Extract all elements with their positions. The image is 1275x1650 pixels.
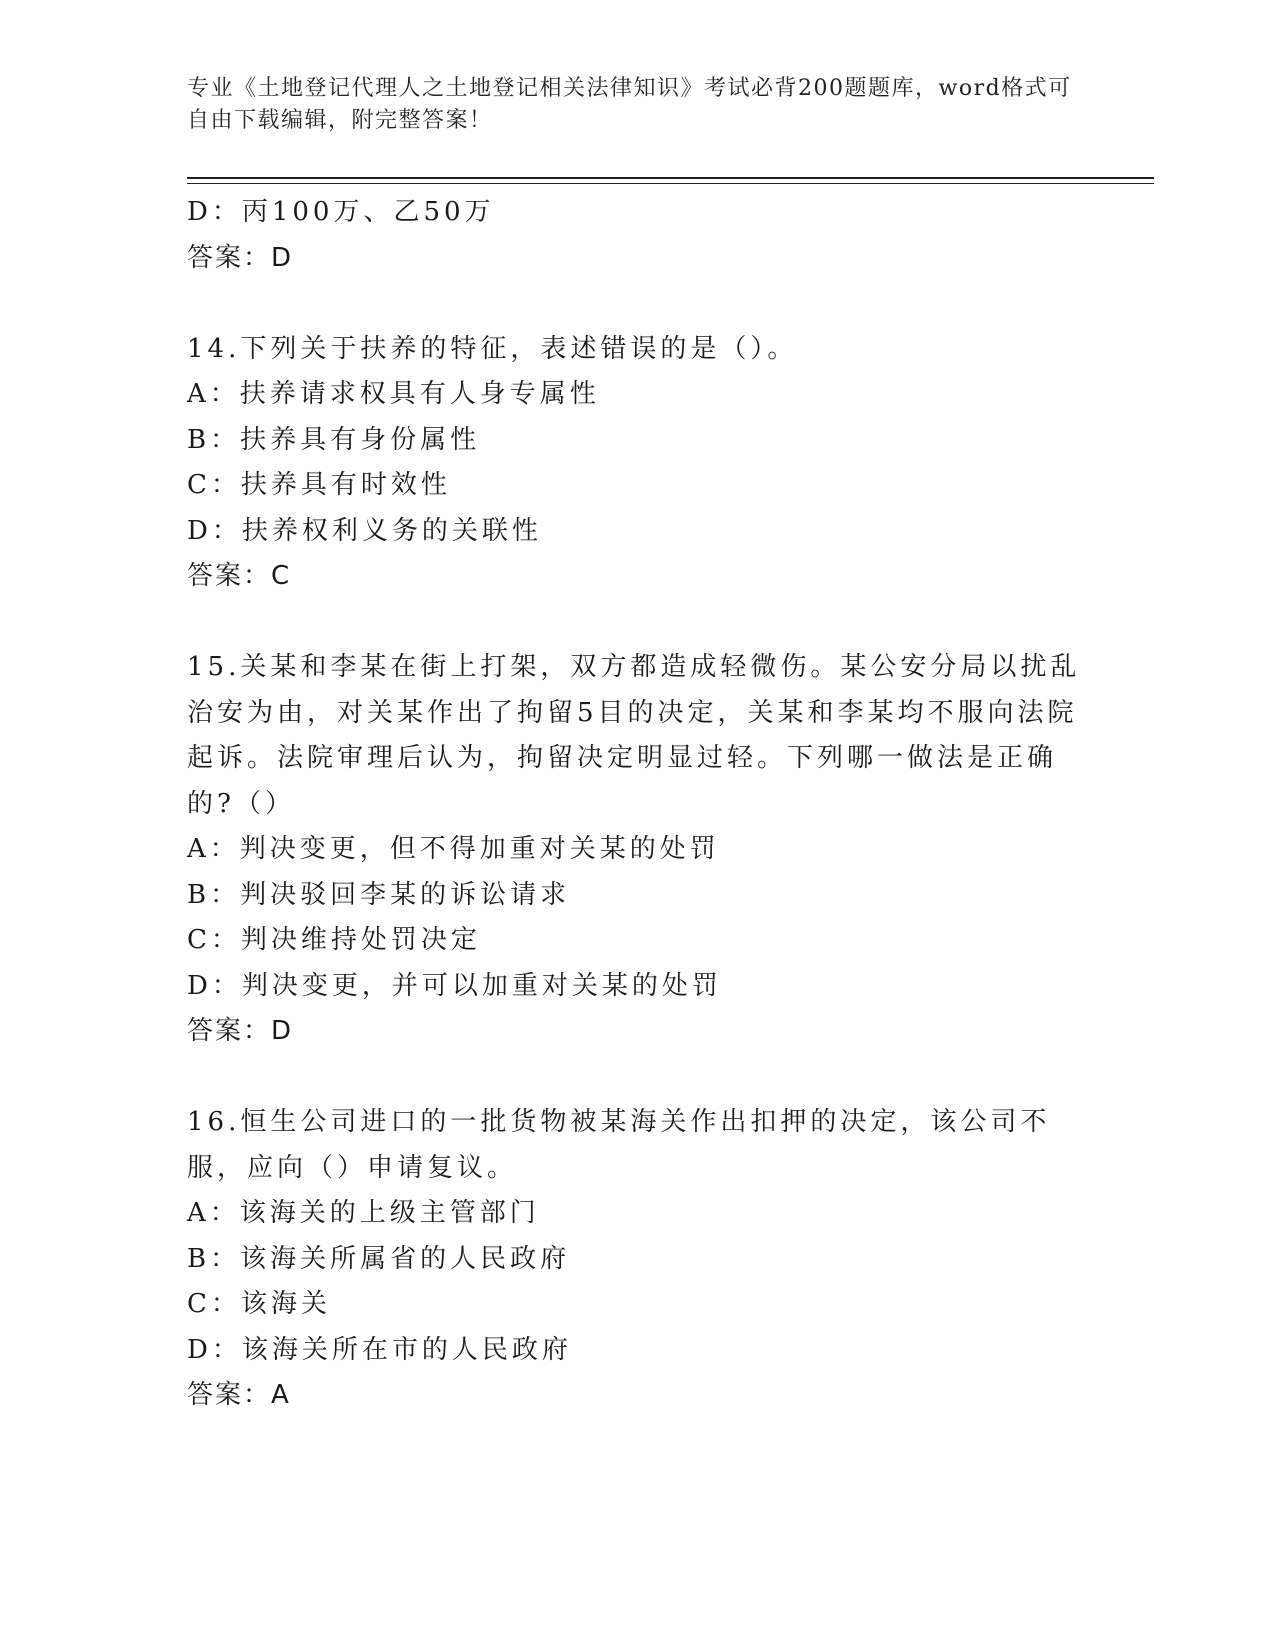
spacer [187, 281, 1087, 327]
option-a: A：判决变更，但不得加重对关某的处罚 [187, 834, 720, 864]
option-b: B：该海关所属省的人民政府 [187, 1243, 571, 1274]
question-stem: 15.关某和李某在街上打架，双方都造成轻微伤。某公安分局以扰乱治安为由，对关某作出了拘留5目的决定，关某和李某均不服向法院起诉。法院审理后认为，拘留决定明显过轻。下列哪一做法是正确的?（） [187, 652, 1081, 819]
prev-question-option-d: D：丙100万、乙50万 [187, 197, 495, 227]
spacer [187, 1055, 1087, 1101]
question-stem: 16.恒生公司进口的一批货物被某海关作出扣押的决定，该公司不服，应向（）申请复议。 [187, 1107, 1051, 1183]
header-rule-thin [187, 183, 1154, 184]
question-16 [187, 1100, 1087, 1419]
question-14 [187, 327, 1087, 600]
option-c: C：判决维持处罚决定 [187, 925, 481, 955]
prev-question-answer: 答案：D [187, 242, 294, 273]
option-a: A：扶养请求权具有人身专属性 [187, 379, 600, 409]
option-d: D：该海关所在市的人民政府 [187, 1334, 572, 1365]
question-answer: 答案：C [187, 561, 292, 591]
question-15 [187, 645, 1087, 1055]
option-d: D：扶养权利义务的关联性 [187, 515, 542, 546]
question-answer: 答案：D [187, 1016, 294, 1046]
spacer [187, 600, 1087, 646]
header-rule-thick [187, 177, 1154, 179]
option-a: A：该海关的上级主管部门 [187, 1198, 540, 1228]
option-c: C：扶养具有时效性 [187, 470, 451, 500]
option-c: C：该海关 [187, 1289, 331, 1319]
option-b: B：扶养具有身份属性 [187, 424, 481, 455]
question-stem: 14.下列关于扶养的特征，表述错误的是（）。 [187, 333, 798, 364]
option-b: B：判决驳回李某的诉讼请求 [187, 879, 571, 910]
page-header: 专业《土地登记代理人之土地登记相关法律知识》考试必背200题题库，word格式可自由下载编辑，附完整答案！ [187, 76, 1072, 133]
question-content [187, 190, 1087, 1419]
option-d: D：判决变更，并可以加重对关某的处罚 [187, 970, 722, 1001]
question-answer: 答案：A [187, 1380, 291, 1410]
